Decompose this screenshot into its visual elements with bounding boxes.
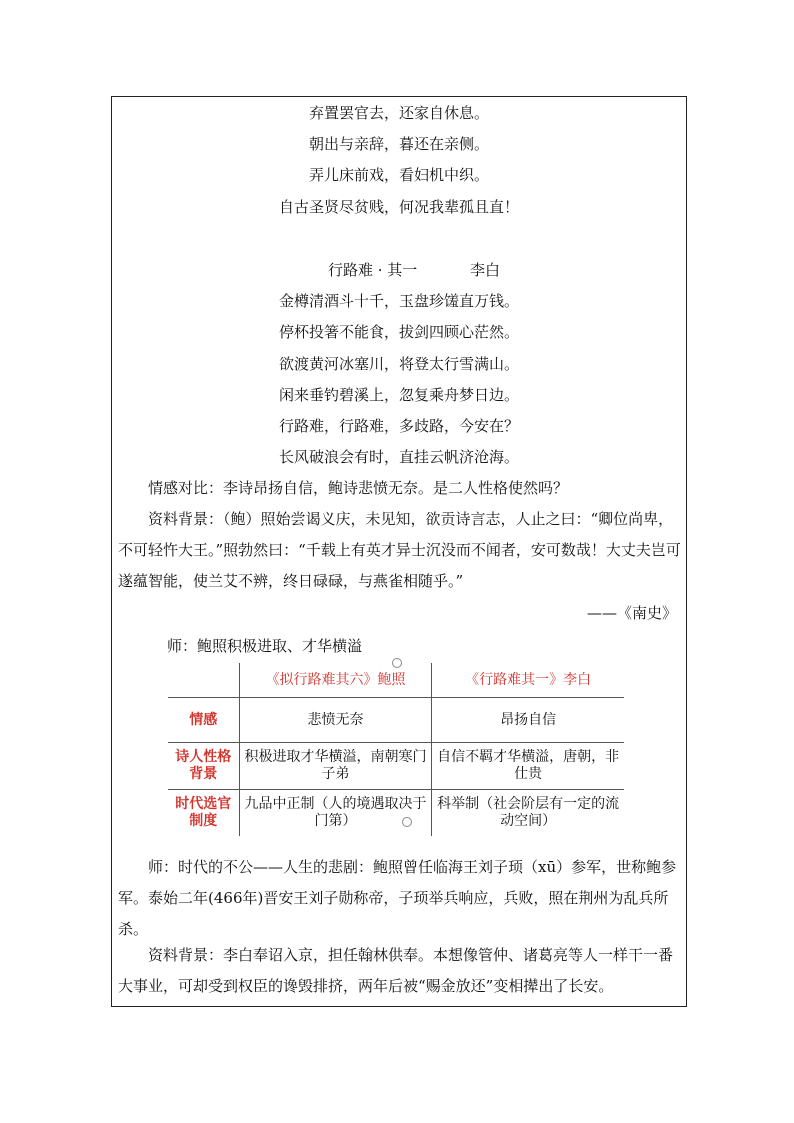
material-background-1: 资料背景：（鲍）照始尝谒义庆，未见知，欲贡诗言志，人止之曰：“卿位尚卑，不可轻忤大王。”照勃然曰：“千载上有英才异士沉没而不闻者，安可数哉！大丈夫岂可遂蕴智能，使兰艾不辨，终日碌碌，与燕雀相随乎。”: [118, 510, 681, 590]
cell-li-system: 科举制（社会阶层有一定的流动空间）: [432, 790, 624, 837]
table-header-li: 《行路难其一》李白: [432, 663, 624, 698]
rotate-handle-icon: [402, 817, 412, 827]
poem2-line: 闲来垂钓碧溪上，忽复乘舟梦日边。: [278, 386, 519, 404]
cell-bao-personality: 积极进取才华横溢，南朝寒门子弟: [239, 743, 432, 790]
teacher-note-2: 师：时代的不公——人生的悲剧：鲍照曾任临海王刘子顼（xū）参军，世称鲍参军。泰始二年(466年)晋安王刘子勋称帝，子顼举兵响应，兵败，照在荆州为乱兵所杀。: [118, 858, 677, 938]
poem2-line: 行路难，行路难，多歧路，今安在？: [278, 417, 519, 435]
material-background-2: 资料背景：李白奉诏入京，担任翰林供奉。本想像管仲、诸葛亮等人一样干一番大事业，可却受到权臣的谗毁排挤，两年后被“赐金放还”变相撵出了长安。: [118, 946, 674, 995]
poem2-line: 金樽清酒斗十千，玉盘珍馐直万钱。: [278, 292, 519, 310]
cell-bao-system: 九品中正制（人的境遇取决于门第）: [239, 790, 432, 837]
poem1-line: 朝出与亲辞，暮还在亲侧。: [308, 135, 489, 153]
row-label-system: 时代选官制度: [168, 790, 239, 837]
table-header-bao: 《拟行路难其六》鲍照: [239, 663, 432, 698]
poem2-line: 停杯投箸不能食，拔剑四顾心茫然。: [278, 323, 519, 341]
content-frame: [111, 96, 687, 1007]
emotion-question: 情感对比：李诗昂扬自信，鲍诗悲愤无奈。是二人性格使然吗？: [148, 479, 569, 497]
row-label-personality: 诗人性格背景: [168, 743, 239, 790]
poem1-line: 弃置罢官去，还家自休息。: [308, 104, 489, 122]
poem2-title: 行路难 · 其一: [328, 261, 418, 279]
table-corner: [168, 663, 239, 698]
poem1-line: 弄儿床前戏，看妇机中织。: [308, 166, 489, 184]
cell-li-personality: 自信不羁才华横溢，唐朝，非仕贵: [432, 743, 624, 790]
source-citation: ——《南史》: [586, 604, 677, 622]
selection-handle-icon: [392, 658, 402, 668]
poem2-author: 李白: [470, 261, 501, 279]
cell-li-emotion: 昂扬自信: [432, 698, 624, 743]
poem1-line: 自古圣贤尽贫贱，何况我辈孤且直！: [278, 198, 519, 216]
row-label-emotion: 情感: [168, 698, 239, 743]
poem2-line: 长风破浪会有时，直挂云帆济沧海。: [278, 448, 519, 466]
comparison-table: [168, 663, 624, 836]
cell-bao-emotion: 悲愤无奈: [239, 698, 432, 743]
poem2-line: 欲渡黄河冰塞川，将登太行雪满山。: [278, 355, 519, 373]
teacher-note-1: 师：鲍照积极进取、才华横溢: [167, 637, 363, 655]
